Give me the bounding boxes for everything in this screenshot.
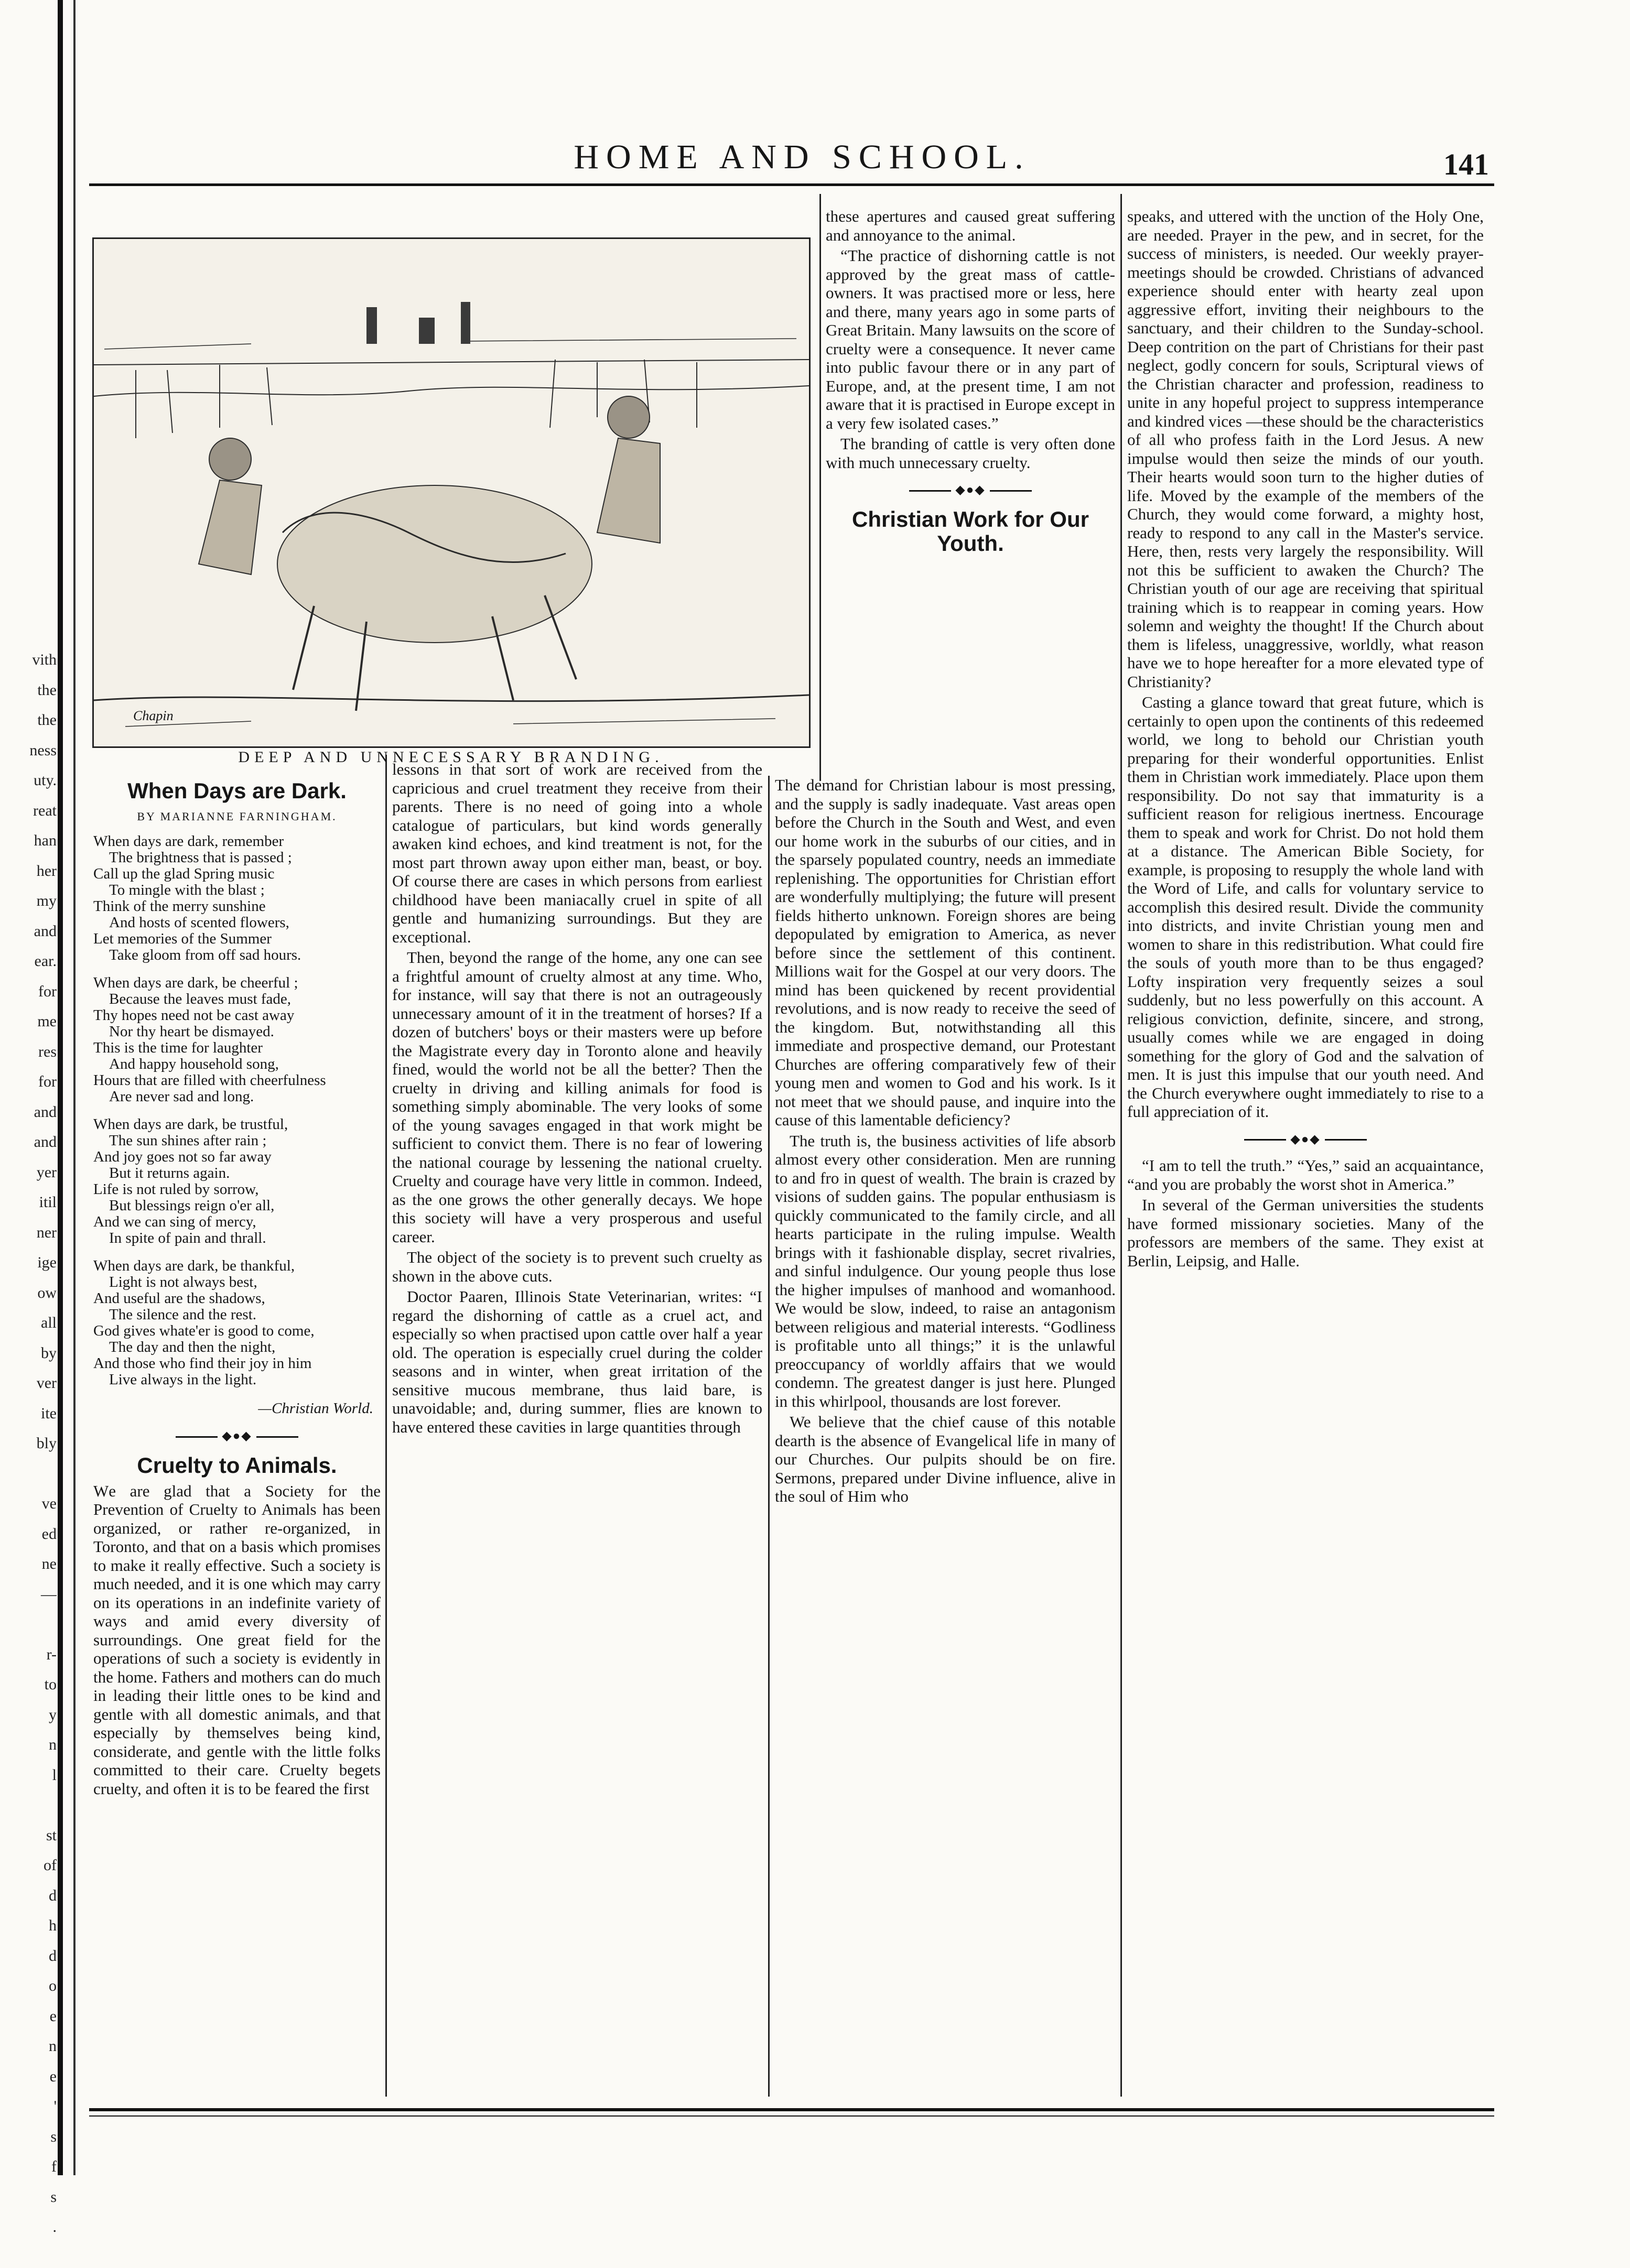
poem-line: Call up the glad Spring music bbox=[93, 865, 275, 882]
branding-illustration bbox=[92, 237, 811, 748]
poem-line: And those who find their joy in him bbox=[93, 1354, 312, 1372]
running-title: HOME AND SCHOOL. bbox=[574, 138, 1031, 176]
section-ornament: ◆●◆ bbox=[93, 1427, 381, 1446]
poem-line: And we can sing of mercy, bbox=[93, 1213, 256, 1230]
poem-title: When Days are Dark. bbox=[127, 778, 347, 803]
paragraph: The demand for Christian labour is most pressing, and the supply is sadly inadequate. Vast areas open before the Church in the South and West, and even our home work in the suburbs of our cities, and in the sparsely populated country, needs an immediate replenishing. The opportunities for Christian effort are wonderfully multiplying; the future will present fields hitherto unknown. Foreign shores are being depopulated by emigration to America, as never before since the settlement of this continent. Millions wait for the Gospel at our very doors. The mind has been quickened by recent providential revolutions, and is now ready to receive the seed of the kingdom. But, notwithstanding all this immediate and prospective demand, our Protestant Churches are offering comparatively few of their young men and women to God and his work. Is it not meet that we should pause, and inquire into the cause of this lamentable deficiency? bbox=[775, 776, 1116, 1129]
poem-line: The day and then the night, bbox=[109, 1338, 276, 1355]
poem-stanzas bbox=[93, 833, 381, 1388]
paragraph: Doctor Paaren, Illinois State Veterinarian, writes: “I regard the dishorning of cattle as a cruel act, and especially so when practised upon cattle over half a year old. The operation is especially cruel during the colder seasons and in winter, when great irritation of the sensitive mucous membrane, thus laid bare, is unavoidable; and, during summer, flies are known to have entered these cavities in large quantities through bbox=[392, 1287, 762, 1436]
column-divider bbox=[1120, 194, 1122, 2097]
paragraph: “I am to tell the truth.” “Yes,” said an acquaintance, “and you are probably the worst shot in America.” bbox=[1127, 1156, 1484, 1193]
paragraph: The object of the society is to prevent such cruelty as shown in the above cuts. bbox=[392, 1248, 762, 1285]
poem-attribution: —Christian World. bbox=[258, 1399, 373, 1417]
footer-rule bbox=[89, 2108, 1494, 2111]
column-divider bbox=[385, 755, 387, 2097]
poem-line: And useful are the shadows, bbox=[93, 1289, 265, 1307]
poem-line: When days are dark, be thankful, bbox=[93, 1257, 295, 1274]
poem-line: When days are dark, be trustful, bbox=[93, 1115, 288, 1133]
column-3 bbox=[826, 207, 1115, 560]
paragraph: We are glad that a Society for the Prevention of Cruelty to Animals has been organized, or rather re-organized, in Toronto, and that on a basis which promises to make it really effective. Such a society is much needed, and it is one which may carry on its operations in an indefinite variety of ways and amid every diversity of surroundings. One great field for the operations of such a society is evidently in the home. Fathers and mothers can do much in leading their little ones to be kind and gentle with all domestic animals, and that especially by themselves being kind, considerate, and gentle with the little folks committed to their care. Cruelty begets cruelty, and often it is to be feared the first bbox=[93, 1481, 381, 1798]
column-4 bbox=[1127, 207, 1484, 1272]
paragraph: Then, beyond the range of the home, any one can see a frightful amount of cruelty almost at any time. Who, for instance, will say that there is not an outrageously unnecessary amount of it in the treatment of horses? If a dozen of butchers' boys or their masters were up before the Magistrate every day in Toronto alone and heavily fined, would the world not be all the better? Then the cruelty in driving and killing animals for food is something simply abominable. The very looks of some of the young savages engaged in that work might be sufficient to convict them. There is no fear of lowering the national courage by lessening the national cruelty. Cruelty and courage have very little in common. Indeed, as the one grows the other generally decays. We hope this society will have a very prosperous and useful career. bbox=[392, 948, 762, 1246]
poem-line: Live always in the light. bbox=[109, 1371, 257, 1388]
christian-work-col3 bbox=[775, 776, 1116, 1508]
poem-line: Because the leaves must fade, bbox=[109, 990, 292, 1007]
page-number: 141 bbox=[1443, 147, 1489, 181]
poem-line: And happy household song, bbox=[109, 1055, 279, 1072]
poem-line: When days are dark, be cheerful ; bbox=[93, 974, 298, 991]
poem-byline: BY MARIANNE FARNINGHAM. bbox=[137, 810, 337, 823]
poem-line: Nor thy heart be dismayed. bbox=[109, 1023, 274, 1040]
cruelty-article-col1 bbox=[93, 1482, 381, 1798]
paragraph: The branding of cattle is very often done with much unnecessary cruelty. bbox=[826, 435, 1115, 472]
poem-line: Light is not always best, bbox=[109, 1273, 257, 1290]
poem-line: And hosts of scented flowers, bbox=[109, 914, 289, 931]
paragraph: lessons in that sort of work are received from the capricious and cruel treatment they receive from their parents. There is no need of going into a whole catalogue of particulars, but kind words generally awaken kind echoes, and kind treatment is not, for the most part thrown away upon either man, beast, or boy. Of course there are cases in which persons from earliest childhood have been maniacally cruel in spite of all gentle and humanizing surroundings. But they are exceptional. bbox=[392, 760, 762, 946]
poem-line: Let memories of the Summer bbox=[93, 930, 272, 947]
snippets bbox=[1127, 1156, 1484, 1270]
paragraph: “The practice of dishorning cattle is not approved by the great mass of cattle-owners. It was practised more or less, here and there, many years ago in some parts of Great Britain. Many lawsuits on the score of cruelty were a consequence. It never came into public favour there or in any part of Europe, and, at the present time, I am not aware that it is practised in Europe except in a very few isolated cases.” bbox=[826, 246, 1115, 432]
poem-line: Life is not ruled by sorrow, bbox=[93, 1180, 259, 1198]
poem-line: Thy hopes need not be cast away bbox=[93, 1006, 295, 1024]
poem-line: Are never sad and long. bbox=[109, 1088, 254, 1105]
poem-line: In spite of pain and thrall. bbox=[109, 1229, 266, 1246]
christian-work-title: Christian Work for Our Youth. bbox=[852, 506, 1089, 556]
poem-line: God gives whate'er is good to come, bbox=[93, 1322, 315, 1339]
poem-line: To mingle with the blast ; bbox=[109, 881, 265, 898]
poem-line: But blessings reign o'er all, bbox=[109, 1197, 275, 1214]
column-divider bbox=[819, 194, 821, 781]
poem-line: And joy goes not so far away bbox=[93, 1148, 272, 1165]
section-ornament: ◆●◆ bbox=[1127, 1131, 1484, 1149]
poem-stanza bbox=[93, 975, 381, 1105]
paragraph: We believe that the chief cause of this notable dearth is the absence of Evangelical life in many of our Churches. Our pulpits should be on fire. Sermons, prepared under Divine influence, alive in the soul of Him who bbox=[775, 1413, 1116, 1505]
poem-stanza bbox=[93, 833, 381, 963]
cruelty-title: Cruelty to Animals. bbox=[137, 1452, 337, 1478]
paragraph: Casting a glance toward that great future, which is certainly to open upon the continents of this redeemed world, we long to behold our Christian youth preparing for their wonderful opportunities. Enlist them in Christian work immediately. Place upon them responsibility. Do not say that immaturity is a sufficient reason for religious inertness. Encourage them to speak and work for Christ. Do not hold them at a distance. The American Bible Society, for example, is proposing to resupply the whole land with the Word of Life, and calls for voluntary service to accomplish this desired result. Divide the community into districts, and invite Christian young men and women to share in this redistribution. What could fire the souls of youth more than to be thus engaged? Lofty inspiration very frequently seizes a soul suddenly, but no less powerfully on this account. A religious conviction, definite, sincere, and strong, usually comes while we are engaged in doing something for the glory of God and the salvation of men. It is just this impulse that our youth need. And the Church everywhere ought immediately to rise to a full appreciation of it. bbox=[1127, 693, 1484, 1121]
poem-line: The brightness that is passed ; bbox=[109, 849, 292, 866]
poem-line: The sun shines after rain ; bbox=[109, 1132, 267, 1149]
poem-stanza bbox=[93, 1116, 381, 1246]
branding-engraving-image bbox=[94, 239, 809, 746]
paragraph: these apertures and caused great suffering and annoyance to the animal. bbox=[826, 207, 1115, 244]
column-divider bbox=[768, 776, 770, 2097]
poem-stanza bbox=[93, 1258, 381, 1388]
paragraph: The truth is, the business activities of life absorb almost every other consideration. Men are running to and fro in quest of wealth. The brain is crazed by visions of sudden gains. The popular enthusiasm is quickly communicated to the family circle, and all hearts participate in the ruling impulse. Wealth brings with it fashionable display, secret rivalries, and sinful indulgence. Our young people thus lose the higher impulses of manhood and womanhood. We would be slow, indeed, to raise an antagonism between religious and material interests. “Godliness is profitable unto all things;” it is the unlawful preoccupancy of worldly affairs that we would condemn. The greatest danger is just here. Plunged in this whirlpool, thousands are lost forever. bbox=[775, 1131, 1116, 1410]
column-1 bbox=[93, 776, 381, 1800]
cruelty-article-col3 bbox=[826, 207, 1115, 472]
footer-rule-thin bbox=[89, 2115, 1494, 2117]
binding-edge-rule-inner bbox=[73, 0, 75, 2175]
poem-line: When days are dark, remember bbox=[93, 832, 284, 850]
cruelty-article-col2 bbox=[392, 760, 762, 1438]
section-ornament: ◆●◆ bbox=[826, 481, 1115, 500]
poem-line: Take gloom from off sad hours. bbox=[109, 946, 301, 963]
poem-line: Hours that are filled with cheerfulness bbox=[93, 1071, 326, 1089]
previous-page-fragments: vith the the ness uty. reat han her my and ear. for me res for and and yer itil ner ige ow all by ver ite bly ve ed ne — r- to y n l st of d h d o e n e ' s f s . bbox=[29, 651, 57, 2236]
poem-line: Think of the merry sunshine bbox=[93, 897, 266, 915]
binding-edge-rule bbox=[58, 0, 63, 2175]
header-rule bbox=[89, 183, 1494, 186]
poem-line: The silence and the rest. bbox=[109, 1306, 257, 1323]
poem-line: But it returns again. bbox=[109, 1164, 230, 1181]
paragraph: speaks, and uttered with the unction of the Holy One, are needed. Prayer in the pew, and in secret, for the success of ministers, is needed. Our weekly prayer-meetings should be crowded. Christians of advanced experience should enter with hearty zeal upon aggressive effort, inviting their neighbours to the sanctuary, and their children to the Sunday-school. Deep contrition on the part of Christians for their past neglect, godly concern for souls, Scriptural views of the Christian character and profession, readiness to unite in any hopeful project to suppress intemperance and kindred vices —these should be the characteristics of all who profess faith in the Lord Jesus. A new impulse would then seize the minds of our youth. Their hearts would soon turn to the higher duties of life. Moved by the example of the members of the Church, they would come forward, a mighty host, ready to respond to any call in the Master's service. Here, then, rests very largely the responsibility. Will not this be sufficient to awaken the Church? The Christian youth of our age are receiving that spiritual training which is to reappear in coming years. How solemn and weighty the thought! If the Church about them is lifeless, unaggressive, worldly, what reason have we to hope hereafter for a more elevated type of Christianity? bbox=[1127, 207, 1484, 691]
illustrator-signature: Chapin bbox=[133, 708, 174, 723]
paragraph: In several of the German universities the students have formed missionary societies. Many of the professors are members of the same. They exist at Berlin, Leipsig, and Halle. bbox=[1127, 1196, 1484, 1270]
illustration-caption: DEEP AND UNNECESSARY BRANDING. bbox=[238, 748, 664, 766]
christian-work-col4 bbox=[1127, 207, 1484, 1121]
poem-line: This is the time for laughter bbox=[93, 1039, 263, 1056]
